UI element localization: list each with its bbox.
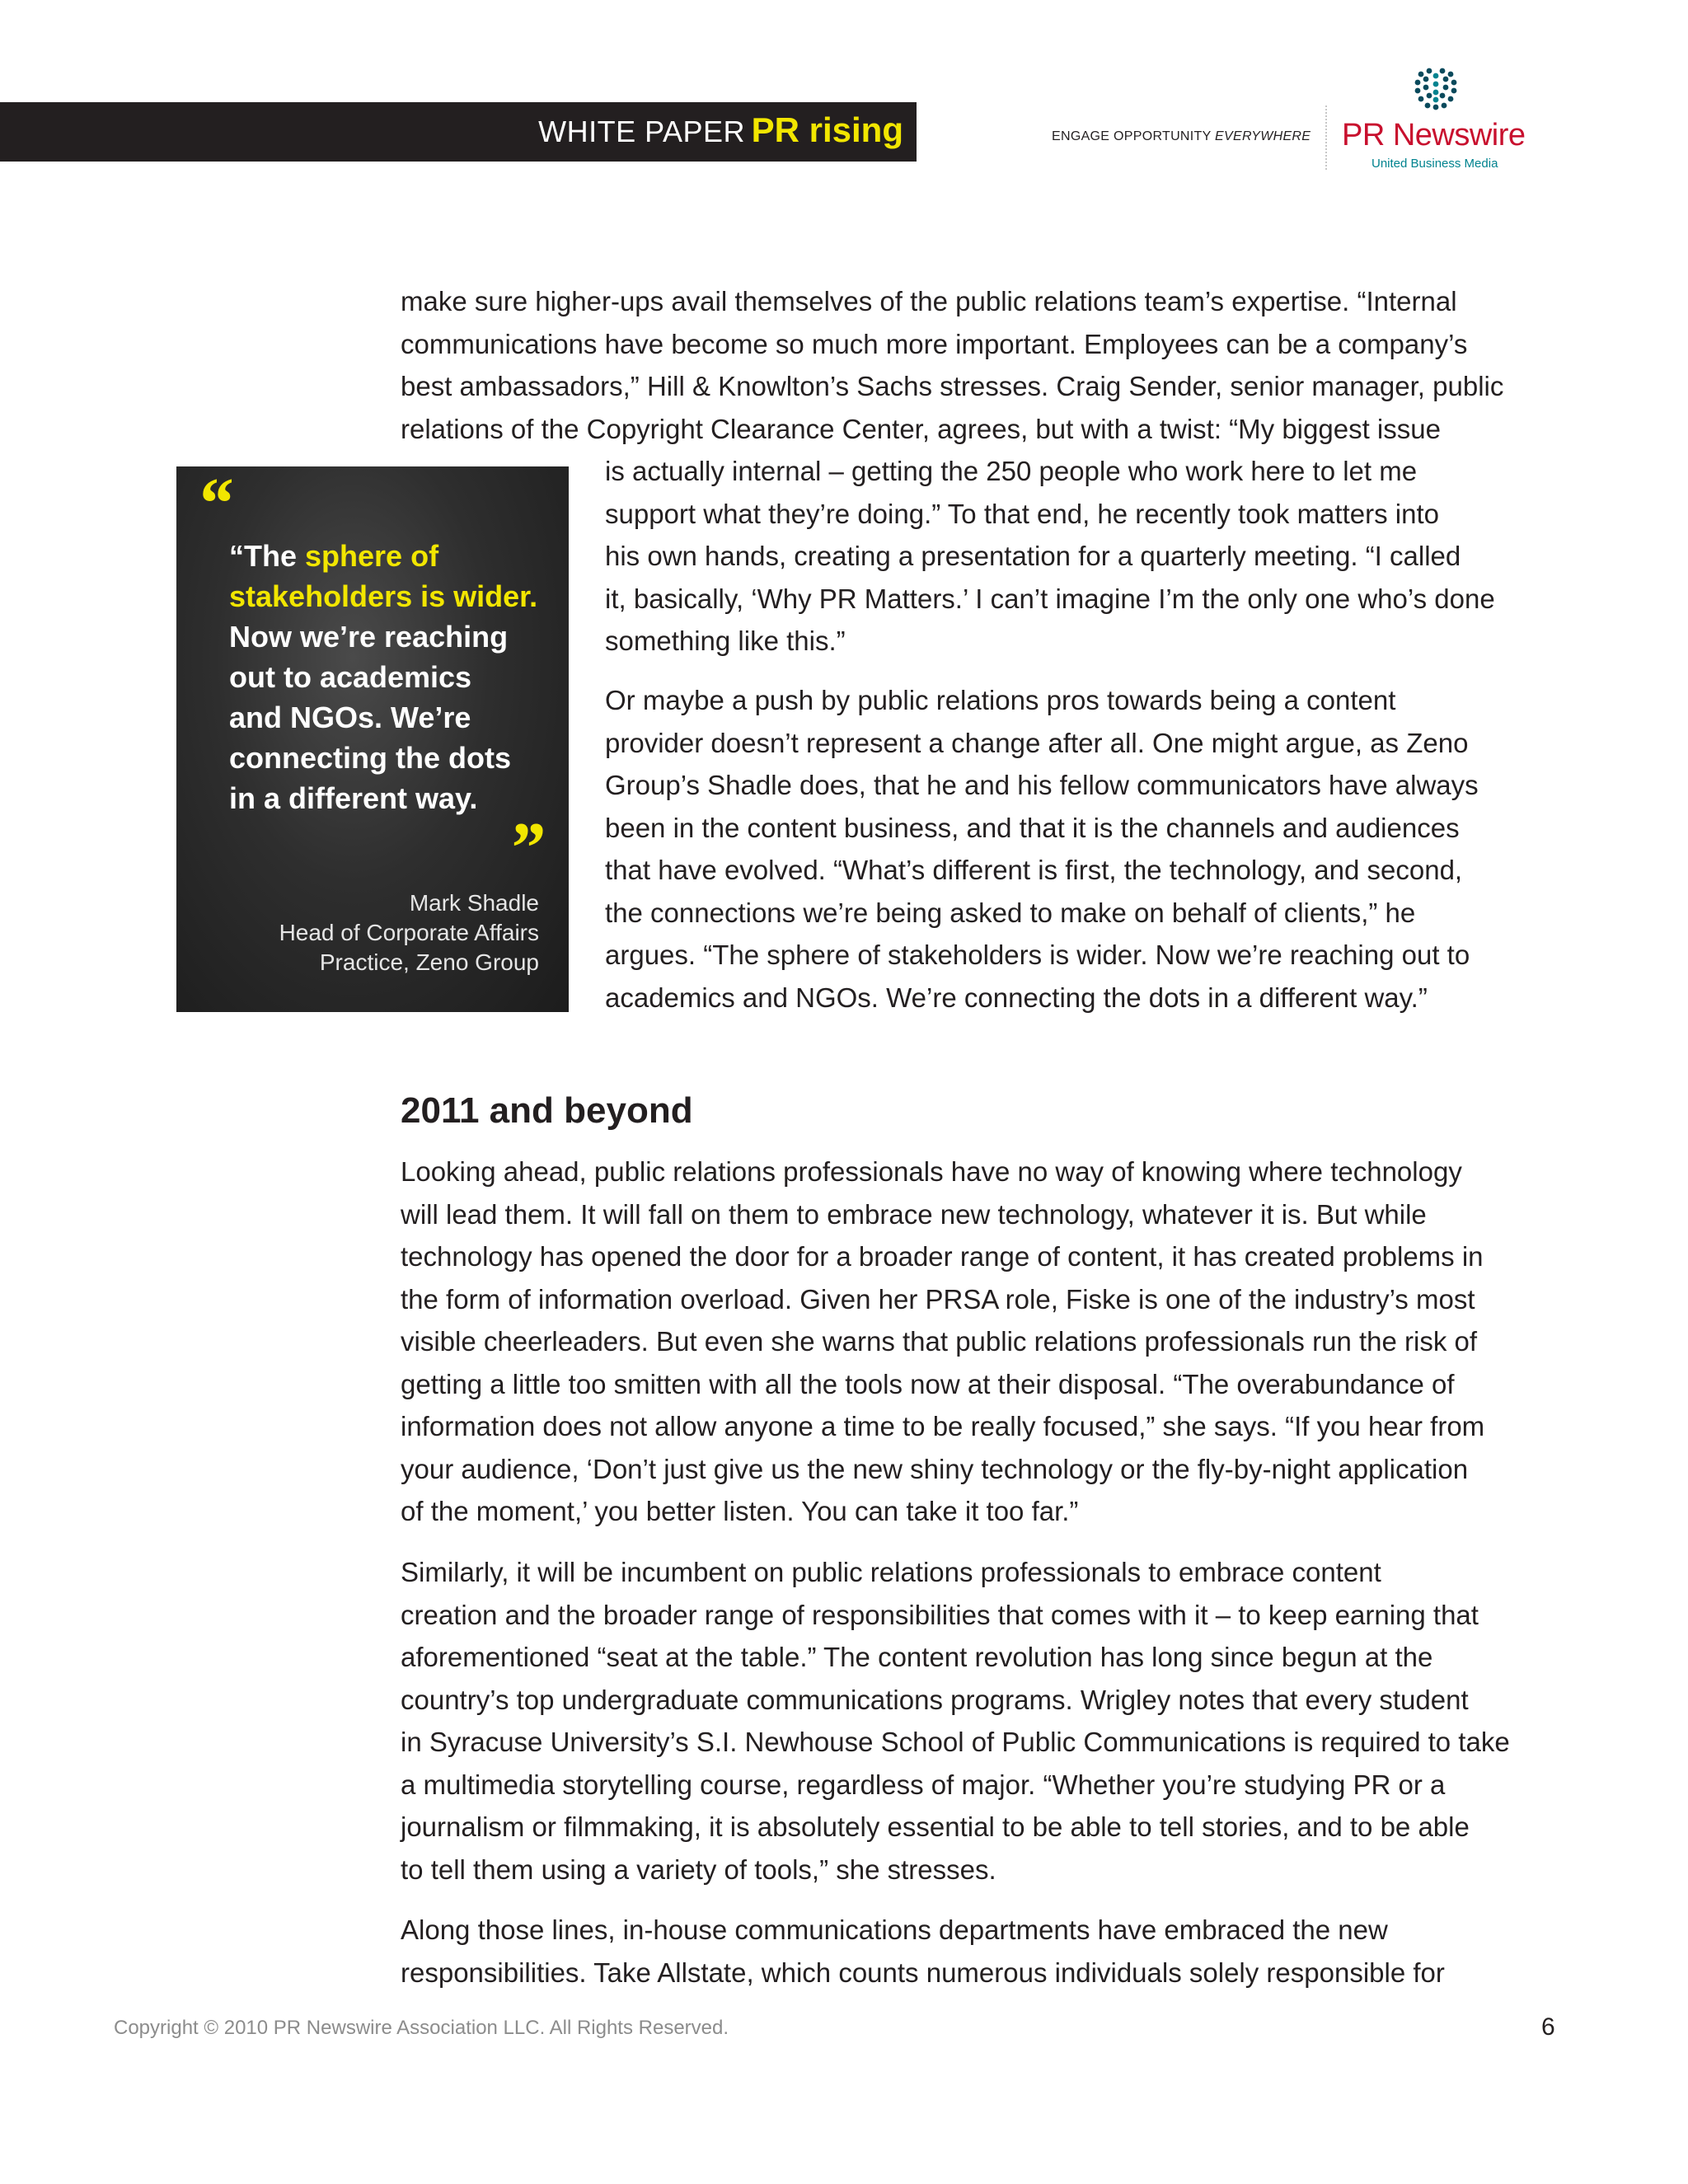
text-line: make sure higher-ups avail themselves of the public relations team’s expertise. “Internal [401,286,1457,316]
tagline-emphasis: EVERYWHERE [1215,129,1311,143]
tagline-main: ENGAGE OPPORTUNITY [1052,129,1216,143]
quote-highlight: sphere of [305,539,439,573]
text-line: Or maybe a push by public relations pros towards being a content [605,685,1396,715]
quote-line: Now we’re reaching [229,620,509,654]
text-line: a multimedia storytelling course, regardless of major. “Whether you’re studying PR or a [401,1769,1446,1800]
text-line: technology has opened the door for a broader range of content, it has created problems in [401,1241,1484,1272]
section-heading: 2011 and beyond [401,1090,693,1131]
text-line: best ambassadors,” Hill & Knowlton’s Sachs stresses. Craig Sender, senior manager, public [401,371,1504,401]
document-title: PR rising [751,110,903,149]
text-line: visible cheerleaders. But even she warns that public relations professionals run the risk of [401,1326,1478,1357]
attribution-title: Head of Corporate Affairs [279,920,539,945]
wrapped-paragraph-1 [605,450,1495,663]
quote-line-1-start: “The [229,539,306,573]
pull-quote-text [229,536,559,818]
open-quote-icon: “ [196,464,232,544]
text-line: to tell them using a variety of tools,” she stresses. [401,1854,996,1885]
text-line: of the moment,’ you better listen. You can take it too far.” [401,1496,1079,1526]
wrapped-paragraph-2 [605,679,1479,1019]
text-line: the connections we’re being asked to make on behalf of clients,” he [605,897,1416,928]
quote-line: out to academics [229,660,472,694]
text-line: that have evolved. “What’s different is first, the technology, and second, [605,855,1463,885]
quote-attribution [279,888,539,977]
text-line: Similarly, it will be incumbent on public relations professionals to embrace content [401,1557,1381,1587]
text-line: your audience, ‘Don’t just give us the new shiny technology or the fly-by-night application [401,1453,1469,1484]
section-paragraph-1 [401,1151,1484,1533]
quote-line: and NGOs. We’re [229,701,471,734]
pr-newswire-logo-icon [1409,66,1462,112]
quote-line: connecting the dots [229,741,511,775]
text-line: support what they’re doing.” To that end, he recently took matters into [605,498,1439,529]
text-line: aforementioned “seat at the table.” The content revolution has long since begun at the [401,1642,1433,1672]
close-quote-icon: ” [508,808,544,888]
text-line: his own hands, creating a presentation for a quarterly meeting. “I called [605,541,1461,571]
attribution-org: Practice, Zeno Group [319,949,539,975]
text-line: Along those lines, in-house communications departments have embraced the new [401,1915,1388,1945]
text-line: been in the content business, and that it is the channels and audiences [605,812,1460,843]
text-line: it, basically, ‘Why PR Matters.’ I can’t imagine I’m the only one who’s done [605,583,1495,614]
text-line: relations of the Copyright Clearance Center, agrees, but with a twist: “My biggest issue [401,413,1441,444]
text-line: is actually internal – getting the 250 people who work here to let me [605,456,1418,486]
text-line: getting a little too smitten with all the tools now at their disposal. “The overabundance of [401,1368,1455,1399]
attribution-name: Mark Shadle [409,890,539,916]
text-line: information does not allow anyone a time to be really focused,” she says. “If you hear from [401,1411,1485,1441]
pull-quote-box [176,466,569,1012]
white-paper-label: WHITE PAPER [538,115,745,148]
text-line: in Syracuse University’s S.I. Newhouse School of Public Communications is required to take [401,1727,1510,1757]
text-line: Group’s Shadle does, that he and his fellow communicators have always [605,770,1479,800]
text-line: argues. “The sphere of stakeholders is wider. Now we’re reaching out to [605,940,1470,970]
text-line: Looking ahead, public relations professionals have no way of knowing where technology [401,1156,1462,1187]
page-number: 6 [1541,2013,1555,2041]
copyright-notice: Copyright © 2010 PR Newswire Association LLC. All Rights Reserved. [114,2017,729,2039]
text-line: country’s top undergraduate communications programs. Wrigley notes that every student [401,1684,1469,1715]
text-line: something like this.” [605,626,846,656]
text-line: academics and NGOs. We’re connecting the dots in a different way.” [605,982,1428,1013]
section-paragraph-3 [401,1909,1445,1994]
header-band [0,102,917,162]
section-paragraph-2 [401,1551,1510,1891]
quote-line: in a different way. [229,781,478,815]
logo-divider [1325,105,1327,170]
logo-subtitle: United Business Media [1372,157,1498,171]
tagline [1052,129,1311,145]
quote-highlight: stakeholders is wider. [229,579,538,613]
text-line: responsibilities. Take Allstate, which counts numerous individuals solely responsible for [401,1957,1445,1988]
logo-name: PR Newswire [1342,118,1526,152]
text-line: journalism or filmmaking, it is absolutely essential to be able to tell stories, and to be able [401,1811,1470,1842]
text-line: the form of information overload. Given her PRSA role, Fiske is one of the industry’s most [401,1283,1475,1315]
text-line: creation and the broader range of responsibilities that comes with it – to keep earning that [401,1599,1479,1630]
text-line: communications have become so much more important. Employees can be a company’s [401,328,1468,359]
text-line: will lead them. It will fall on them to embrace new technology, whatever it is. But while [401,1198,1427,1230]
intro-paragraph [401,280,1503,450]
text-line: provider doesn’t represent a change after all. One might argue, as Zeno [605,727,1469,758]
